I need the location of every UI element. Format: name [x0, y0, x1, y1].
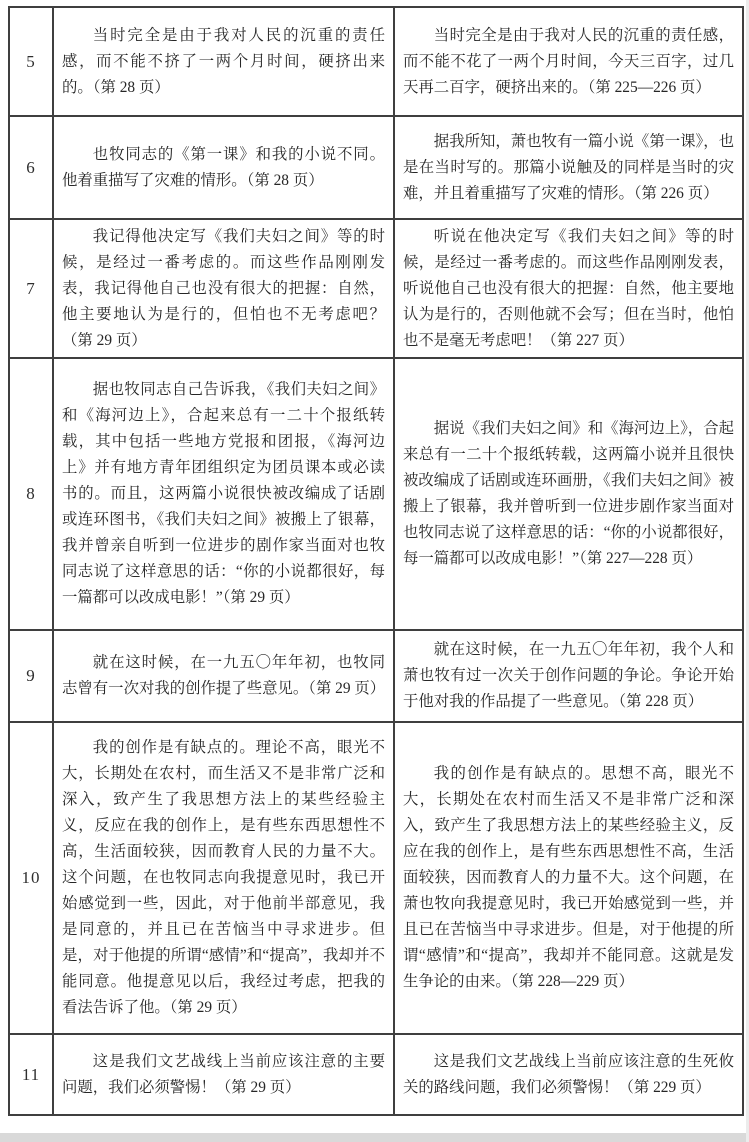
version-a-cell — [53, 1034, 394, 1115]
quote-text-right: 这是我们文艺战线上当前应该注意的生死攸关的路线问题，我们必须警惕！（第 229 页） — [403, 1052, 734, 1096]
table-row — [9, 722, 743, 1034]
version-b-cell — [394, 722, 743, 1034]
row-number: 10 — [9, 722, 53, 1034]
table-row — [9, 219, 743, 358]
version-a-cell — [53, 116, 394, 219]
version-a-cell — [53, 7, 394, 116]
version-b-cell — [394, 358, 743, 630]
version-b-cell — [394, 116, 743, 219]
quote-text-right: 当时完全是由于我对人民的沉重的责任感，而不能不花了一两个月时间，今天三百字，过几天再二百字，硬挤出来的。（第 225—226 页） — [403, 26, 734, 96]
quote-text-left: 据也牧同志自己告诉我，《我们夫妇之间》和《海河边上》，合起来总有一二十个报纸转载，其中包括一些地方党报和团报，《海河边上》并有地方青年团组织定为团员课本或必读书的。而且，这两篇小说很快被改编成了话剧或连环图书，《我们夫妇之间》被搬上了银幕，我并曾亲自听到一位进步的剧作家当面对也牧同志说了这样意思的话：“你的小说都很好，每一篇都可以改成电影！”（第 29 页） — [62, 381, 385, 606]
row-number: 6 — [9, 116, 53, 219]
row-number: 5 — [9, 7, 53, 116]
table-row — [9, 116, 743, 219]
version-b-cell — [394, 630, 743, 722]
version-a-cell — [53, 722, 394, 1034]
version-b-cell — [394, 1034, 743, 1115]
version-b-cell — [394, 219, 743, 358]
row-number: 9 — [9, 630, 53, 722]
row-number: 7 — [9, 219, 53, 358]
comparison-table — [8, 6, 744, 1116]
quote-text-left: 也牧同志的《第一课》和我的小说不同。他着重描写了灾难的情形。（第 28 页） — [62, 145, 385, 189]
quote-text-left: 就在这时候，在一九五〇年年初，也牧同志曾有一次对我的创作提了些意见。（第 29 页） — [62, 654, 386, 697]
quote-text-left: 我的创作是有缺点的。理论不高，眼光不大，长期处在农村，而生活又不是非常广泛和深入，致产生了我思想方法上的某些经验主义，反应在我的创作上，是有些东西思想性不高，生活面较狭，因而教育人民的力量不大。这个问题，在也牧同志向我提意见时，我已开始感觉到一些，因此，对于他前半部意见，我是同意的，并且已在苦恼当中寻求进步。但是，对于他提的所谓“感情”和“提高”，我却并不能同意。他提意见以后，我经过考虑，把我的看法告诉了他。（第 29 页） — [62, 739, 385, 1016]
version-a-cell — [53, 358, 394, 630]
quote-text-left: 这是我们文艺战线上当前应该注意的主要问题，我们必须警惕！（第 29 页） — [62, 1052, 385, 1096]
quote-text-right: 我的创作是有缺点的。思想不高，眼光不大，长期处在农村而生活又不是非常广泛和深入，致产生了我思想方法上的某些经验主义，反应在我的创作上，是有些东西思想性不高，生活面较狭，因而教育人的力量不大。这个问题，在萧也牧向我提意见时，我已开始感觉到一些，并且已在苦恼当中寻求进步。但是，对于他提的所谓“感情”和“提高”，我却并不能同意。这就是发生争论的由来。（第 228—229 页） — [403, 765, 734, 990]
row-number: 8 — [9, 358, 53, 630]
table-row — [9, 630, 743, 722]
row-number: 11 — [9, 1034, 53, 1115]
version-a-cell — [53, 219, 394, 358]
quote-text-right: 就在这时候，在一九五〇年年初，我个人和萧也牧有过一次关于创作问题的争论。争论开始于他对我的作品提了一些意见。（第 228 页） — [403, 641, 734, 710]
table-row — [9, 358, 743, 630]
version-b-cell — [394, 7, 743, 116]
version-a-cell — [53, 630, 394, 722]
page-bottom-edge — [0, 1133, 749, 1142]
quote-text-right: 据说《我们夫妇之间》和《海河边上》，合起来总有一二十个报纸转载，这两篇小说并且很快被改编成了话剧或连环画册，《我们夫妇之间》被搬上了银幕，我并曾听到一位进步剧作家当面对也牧同志说了这样意思的话：“你的小说都很好，每一篇都可以改成电影！”（第 227—228 页） — [403, 420, 734, 567]
table-row — [9, 7, 743, 116]
quote-text-left: 当时完全是由于我对人民的沉重的责任感，而不能不挤了一两个月时间，硬挤出来的。（第 28 页） — [62, 26, 385, 96]
quote-text-left: 我记得他决定写《我们夫妇之间》等的时候，是经过一番考虑的。而这些作品刚刚发表，我记得他自己也没有很大的把握：自然，他主要地认为是行的，但怕也不无考虑吧？（第 29 页） — [62, 227, 385, 349]
table-row — [9, 1034, 743, 1115]
quote-text-right: 听说在他决定写《我们夫妇之间》等的时候，是经过一番考虑的。而这些作品刚刚发表，听说他自己也没有很大的把握：自然，他主要地认为是行的，否则他就不会写；但在当时，他怕也不是毫无考虑吧！（第 227 页） — [403, 227, 734, 349]
quote-text-right: 据我所知，萧也牧有一篇小说《第一课》，也是在当时写的。那篇小说触及的同样是当时的灾难，并且着重描写了灾难的情形。（第 226 页） — [403, 132, 734, 202]
